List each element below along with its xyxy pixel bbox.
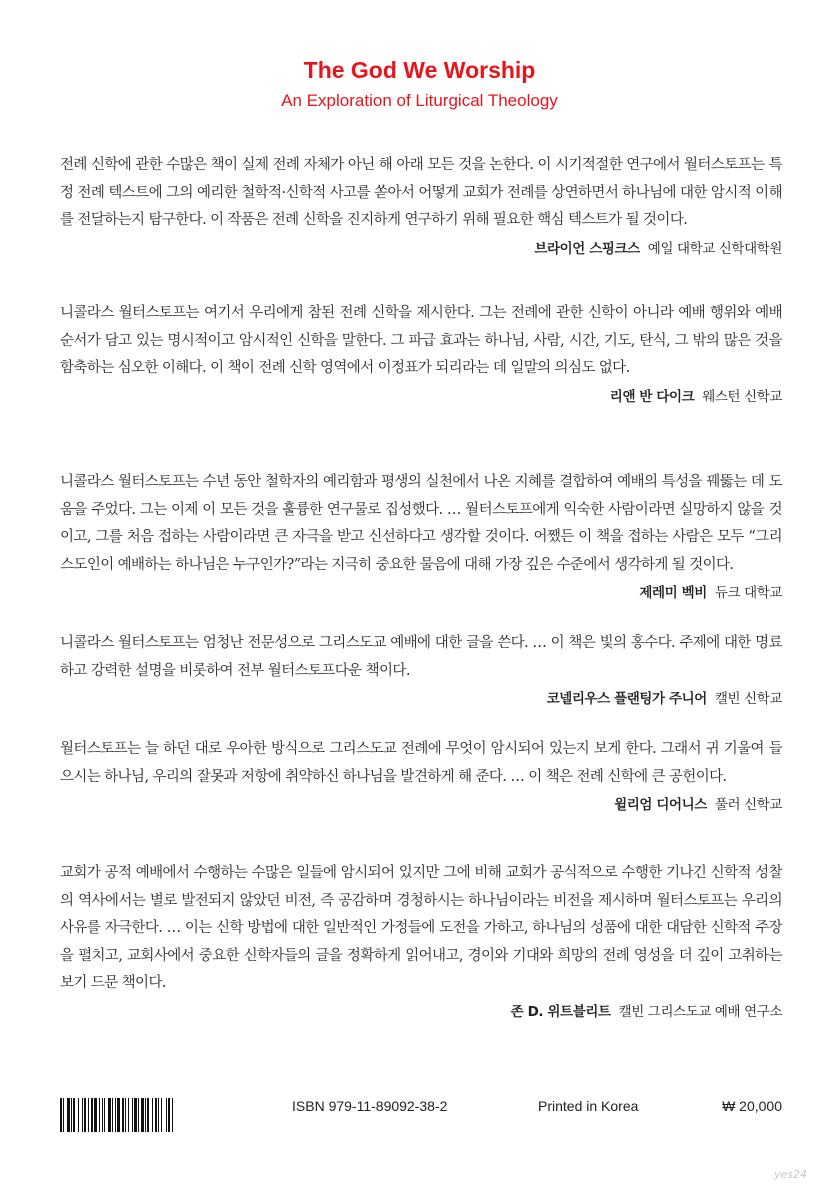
- endorsement-4: [60, 630, 782, 707]
- endorsement-attribution: [60, 793, 782, 813]
- isbn-barcode: [60, 1098, 260, 1132]
- barcode-bar: [125, 1098, 126, 1132]
- endorsement-attribution: [60, 687, 782, 707]
- isbn-number: ISBN 979-11-89092-38-2: [292, 1098, 448, 1114]
- barcode-bar: [172, 1098, 173, 1132]
- endorser-affiliation: 풀러 신학교: [714, 797, 782, 813]
- barcode-bar: [161, 1098, 162, 1132]
- endorser-affiliation: 듀크 대학교: [714, 585, 782, 601]
- barcode-bar: [84, 1098, 86, 1132]
- barcode-bar: [128, 1098, 129, 1132]
- cover-footer: [60, 1092, 782, 1132]
- barcode-bar: [67, 1098, 70, 1132]
- endorser-affiliation: 캘빈 그리스도교 예배 연구소: [618, 1003, 782, 1020]
- endorsement-2: [60, 300, 782, 405]
- endorsement-6: [60, 860, 782, 1020]
- barcode-bar: [78, 1098, 79, 1132]
- book-subtitle: An Exploration of Liturgical Theology: [281, 91, 558, 110]
- barcode-bar: [112, 1098, 113, 1132]
- endorsement-text: 전례 신학에 관한 수많은 책이 실제 전례 자체가 아닌 해 아래 모든 것을 논한다. 이 시기적절한 연구에서 월터스토프는 특정 전례 텍스트에 그의 예리한 철학적·신학적 사고를 쏟아서 어떻게 교회가 전례를 상연하면서 하나님에 대한 암시적 이해를 전달하는지 탐구한다. 이 작품은 전례 신학을 진지하게 연구하기 위해 필요한 핵심 텍스트가 될 것이다.: [60, 157, 782, 228]
- barcode-bar: [166, 1098, 167, 1132]
- barcode-bar: [117, 1098, 120, 1132]
- endorser-affiliation: 예일 대학교 신학대학원: [647, 240, 782, 257]
- endorser-affiliation: 캘빈 신학교: [714, 691, 782, 707]
- barcode-bar: [132, 1098, 133, 1132]
- price-label: ₩ 20,000: [722, 1098, 782, 1114]
- barcode-bar: [71, 1098, 72, 1132]
- endorser-name: 제레미 벡비: [639, 585, 707, 601]
- endorsement-1: [60, 152, 782, 257]
- barcode-bar: [60, 1098, 62, 1132]
- book-title: The God We Worship: [303, 57, 536, 83]
- endorsement-attribution: [60, 1000, 782, 1020]
- barcode-bar: [115, 1098, 116, 1132]
- barcode-bar: [145, 1098, 146, 1132]
- endorser-name: 윌리엄 디어니스: [614, 797, 707, 813]
- endorsement-3: [60, 469, 782, 601]
- endorsement-5: [60, 736, 782, 813]
- barcode-bar: [152, 1098, 153, 1132]
- barcode-bar: [94, 1098, 97, 1132]
- barcode-bar: [82, 1098, 83, 1132]
- endorser-name: 존 D. 위트블리트: [510, 1003, 611, 1020]
- barcode-bar: [102, 1098, 103, 1132]
- endorser-name: 리앤 반 다이크: [609, 388, 695, 405]
- endorsement-text: 니콜라스 월터스토프는 엄청난 전문성으로 그리스도교 예배에 대한 글을 쓴다. … 이 책은 빛의 홍수다. 주제에 대한 명료하고 강력한 설명을 비롯하여 전부 월터스토프다운 책이다.: [60, 635, 782, 679]
- barcode-bar: [141, 1098, 143, 1132]
- barcode-bar: [88, 1098, 89, 1132]
- book-header: [0, 56, 839, 112]
- endorsement-text: 교회가 공적 예배에서 수행하는 수많은 일들에 암시되어 있지만 그에 비해 교회가 공식적으로 수행한 기나긴 신학적 성찰의 역사에서는 별로 발전되지 않았던 비전, 즉 공감하며 경청하시는 하나님이라는 비전을 제시하며 월터스토프는 우리의 사유를 자극한다. … 이는 신학 방법에 대한 일반적인 가정들에 도전을 가하고, 하나님의 성품에 대한 대담한 신학적 주장을 펼치고, 교회사에서 중요한 신학자들의 글을 정확하게 읽어내고, 경이와 기대와 희망의 전례 영성을 더 깊이 고취하는 보기 드문 책이다.: [60, 865, 782, 991]
- barcode-bar: [147, 1098, 149, 1132]
- endorser-name: 브라이언 스핑크스: [534, 240, 640, 257]
- endorsement-text: 니콜라스 월터스토프는 수년 동안 철학자의 예리함과 평생의 실천에서 나온 지혜를 결합하여 예배의 특성을 꿰뚫는 데 도움을 주었다. 그는 이제 이 모든 것을 훌륭한 연구물로 집성했다. … 월터스토프에게 익숙한 사람이라면 실망하지 않을 것이고, 그를 처음 접하는 사람이라면 큰 자극을 받고 신선하다고 생각할 것이다. 어쨌든 이 책을 접하는 사람은 모두 “그리스도인이 예배하는 하나님은 누구인가?”라는 지극히 중요한 물음에 대해 가장 깊은 수준에서 생각하게 될 것이다.: [60, 474, 782, 573]
- printed-in-label: Printed in Korea: [538, 1098, 639, 1114]
- barcode-bar: [134, 1098, 137, 1132]
- endorsement-attribution: [60, 385, 782, 405]
- barcode-bar: [99, 1098, 100, 1132]
- barcode-bar: [158, 1098, 159, 1132]
- barcode-bar: [91, 1098, 93, 1132]
- barcode-bar: [63, 1098, 64, 1132]
- barcode-bar: [168, 1098, 170, 1132]
- barcode-bar: [73, 1098, 75, 1132]
- endorsement-text: 월터스토프는 늘 하던 대로 우아한 방식으로 그리스도교 전례에 무엇이 암시되어 있는지 보게 한다. 그래서 귀 기울여 들으시는 하나님, 우리의 잘못과 저항에 취약하신 하나님을 발견하게 해 준다. … 이 책은 전례 신학에 큰 공헌이다.: [60, 741, 782, 785]
- site-watermark: yes24: [773, 1168, 807, 1181]
- endorser-name: 코넬리우스 플랜팅가 주니어: [546, 691, 707, 707]
- endorsement-text: 니콜라스 월터스토프는 여기서 우리에게 참된 전례 신학을 제시한다. 그는 전례에 관한 신학이 아니라 예배 행위와 예배 순서가 담고 있는 명시적이고 암시적인 신학을 말한다. 그 파급 효과는 하나님, 사람, 시간, 기도, 탄식, 그 밖의 많은 것을 함축하는 심오한 이해다. 이 책이 전례 신학 영역에서 이정표가 되리라는 데 일말의 의심도 없다.: [60, 305, 782, 376]
- barcode-bar: [108, 1098, 110, 1132]
- endorsement-attribution: [60, 237, 782, 257]
- barcode-bar: [138, 1098, 139, 1132]
- endorsement-attribution: [60, 581, 782, 601]
- endorser-affiliation: 웨스턴 신학교: [702, 388, 782, 405]
- barcode-bar: [155, 1098, 157, 1132]
- barcode-bar: [122, 1098, 124, 1132]
- barcode-bar: [104, 1098, 105, 1132]
